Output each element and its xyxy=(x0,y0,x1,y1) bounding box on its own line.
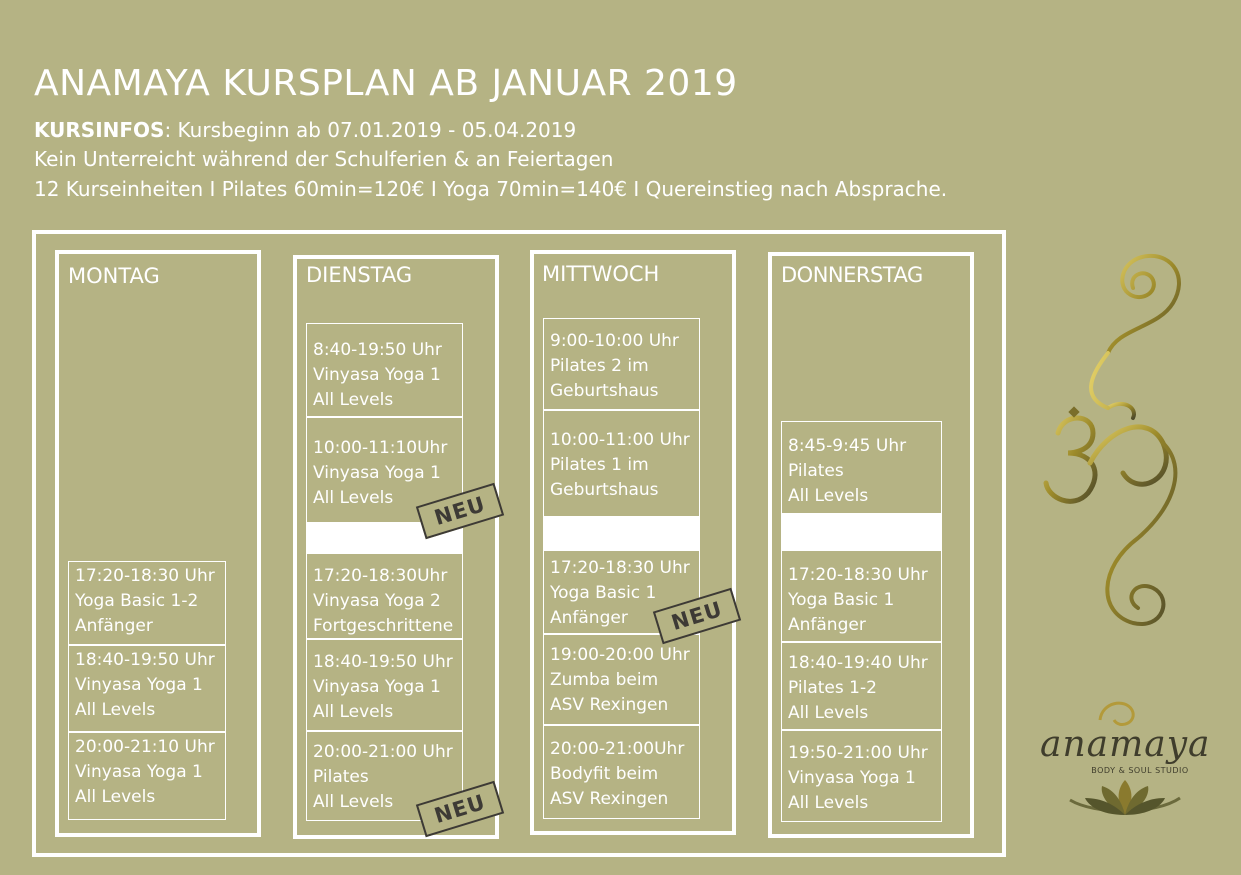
gap-bar xyxy=(781,514,942,550)
class-time: 18:40-19:50 Uhr xyxy=(75,650,215,670)
class-time: 10:00-11:10Uhr xyxy=(313,438,448,458)
class-name: Pilates xyxy=(788,461,844,481)
class-name: Vinyasa Yoga 1 xyxy=(788,768,916,788)
page-title: ANAMAYA KURSPLAN AB JANUAR 2019 xyxy=(34,63,738,104)
class-time: 19:00-20:00 Uhr xyxy=(550,645,690,665)
class-level: ASV Rexingen xyxy=(550,695,669,715)
info-label: KURSINFOS xyxy=(34,118,165,142)
class-level: All Levels xyxy=(788,486,869,506)
class-level: All Levels xyxy=(313,488,394,508)
class-name: Yoga Basic 1-2 xyxy=(75,591,199,611)
new-badge: NEU xyxy=(416,781,504,837)
class-name: Zumba beim xyxy=(550,670,659,690)
class-level: All Levels xyxy=(788,793,869,813)
class-time: 8:40-19:50 Uhr xyxy=(313,340,442,360)
brand-tagline: BODY & SOUL STUDIO xyxy=(1091,766,1189,775)
class-level: Anfänger xyxy=(550,608,628,628)
class-cell xyxy=(781,550,942,642)
class-level: All Levels xyxy=(75,700,156,720)
class-cell xyxy=(306,553,463,639)
class-cell xyxy=(68,732,226,820)
class-level: Geburtshaus xyxy=(550,381,659,401)
class-time: 17:20-18:30 Uhr xyxy=(75,566,215,586)
class-time: 18:40-19:50 Uhr xyxy=(313,652,453,672)
class-time: 18:40-19:40 Uhr xyxy=(788,653,928,673)
info-line-2: Kein Unterreicht während der Schulferien & an Feiertagen xyxy=(34,147,614,171)
class-name: Pilates 2 im xyxy=(550,356,649,376)
new-badge: NEU xyxy=(416,483,504,539)
class-cell xyxy=(781,730,942,822)
gap-bar xyxy=(543,517,700,550)
class-level: All Levels xyxy=(75,787,156,807)
class-cell xyxy=(543,318,700,410)
class-cell xyxy=(68,561,226,645)
class-level: All Levels xyxy=(313,702,394,722)
class-name: Vinyasa Yoga 1 xyxy=(313,463,441,483)
class-name: Vinyasa Yoga 1 xyxy=(313,677,441,697)
class-name: Pilates 1 im xyxy=(550,455,649,475)
class-level: Geburtshaus xyxy=(550,480,659,500)
brand-logo xyxy=(1040,690,1210,830)
class-level: Anfänger xyxy=(75,616,153,636)
class-time: 17:20-18:30 Uhr xyxy=(550,558,690,578)
class-name: Yoga Basic 1 xyxy=(550,583,657,603)
class-time: 10:00-11:00 Uhr xyxy=(550,430,690,450)
day-title: DIENSTAG xyxy=(306,263,413,287)
info-line-3: 12 Kurseinheiten I Pilates 60min=120€ I Yoga 70min=140€ I Quereinstieg nach Absprache. xyxy=(34,177,948,201)
class-time: 19:50-21:00 Uhr xyxy=(788,743,928,763)
class-name: Vinyasa Yoga 1 xyxy=(75,762,203,782)
class-time: 8:45-9:45 Uhr xyxy=(788,436,907,456)
class-time: 9:00-10:00 Uhr xyxy=(550,331,679,351)
brand-name: anamaya xyxy=(1040,724,1211,765)
class-name: Bodyfit beim xyxy=(550,764,659,784)
class-level: All Levels xyxy=(788,703,869,723)
class-cell xyxy=(68,645,226,732)
class-level: Anfänger xyxy=(788,615,866,635)
class-cell xyxy=(781,642,942,730)
class-time: 17:20-18:30 Uhr xyxy=(788,565,928,585)
class-level: Fortgeschrittene xyxy=(313,616,454,636)
class-cell xyxy=(306,639,463,731)
class-name: Yoga Basic 1 xyxy=(788,590,895,610)
class-time: 20:00-21:10 Uhr xyxy=(75,737,215,757)
class-cell xyxy=(543,725,700,819)
class-cell xyxy=(781,421,942,514)
info-line-1 xyxy=(34,116,576,145)
class-time: 20:00-21:00Uhr xyxy=(550,739,685,759)
class-name: Vinyasa Yoga 1 xyxy=(75,675,203,695)
class-level: All Levels xyxy=(313,390,394,410)
class-level: ASV Rexingen xyxy=(550,789,669,809)
day-title: MONTAG xyxy=(68,264,160,288)
class-name: Vinyasa Yoga 1 xyxy=(313,365,441,385)
class-level: All Levels xyxy=(313,792,394,812)
class-name: Pilates 1-2 xyxy=(788,678,877,698)
class-cell xyxy=(306,323,463,417)
class-name: Pilates xyxy=(313,767,369,787)
class-cell xyxy=(543,410,700,517)
om-spiral-icon xyxy=(1028,248,1208,648)
class-name: Vinyasa Yoga 2 xyxy=(313,591,441,611)
info-dates: : Kursbeginn ab 07.01.2019 - 05.04.2019 xyxy=(164,118,577,142)
day-title: MITTWOCH xyxy=(542,262,660,286)
class-cell xyxy=(543,634,700,725)
class-time: 17:20-18:30Uhr xyxy=(313,566,448,586)
class-time: 20:00-21:00 Uhr xyxy=(313,742,453,762)
day-title: DONNERSTAG xyxy=(781,263,923,287)
new-badge: NEU xyxy=(653,588,741,644)
